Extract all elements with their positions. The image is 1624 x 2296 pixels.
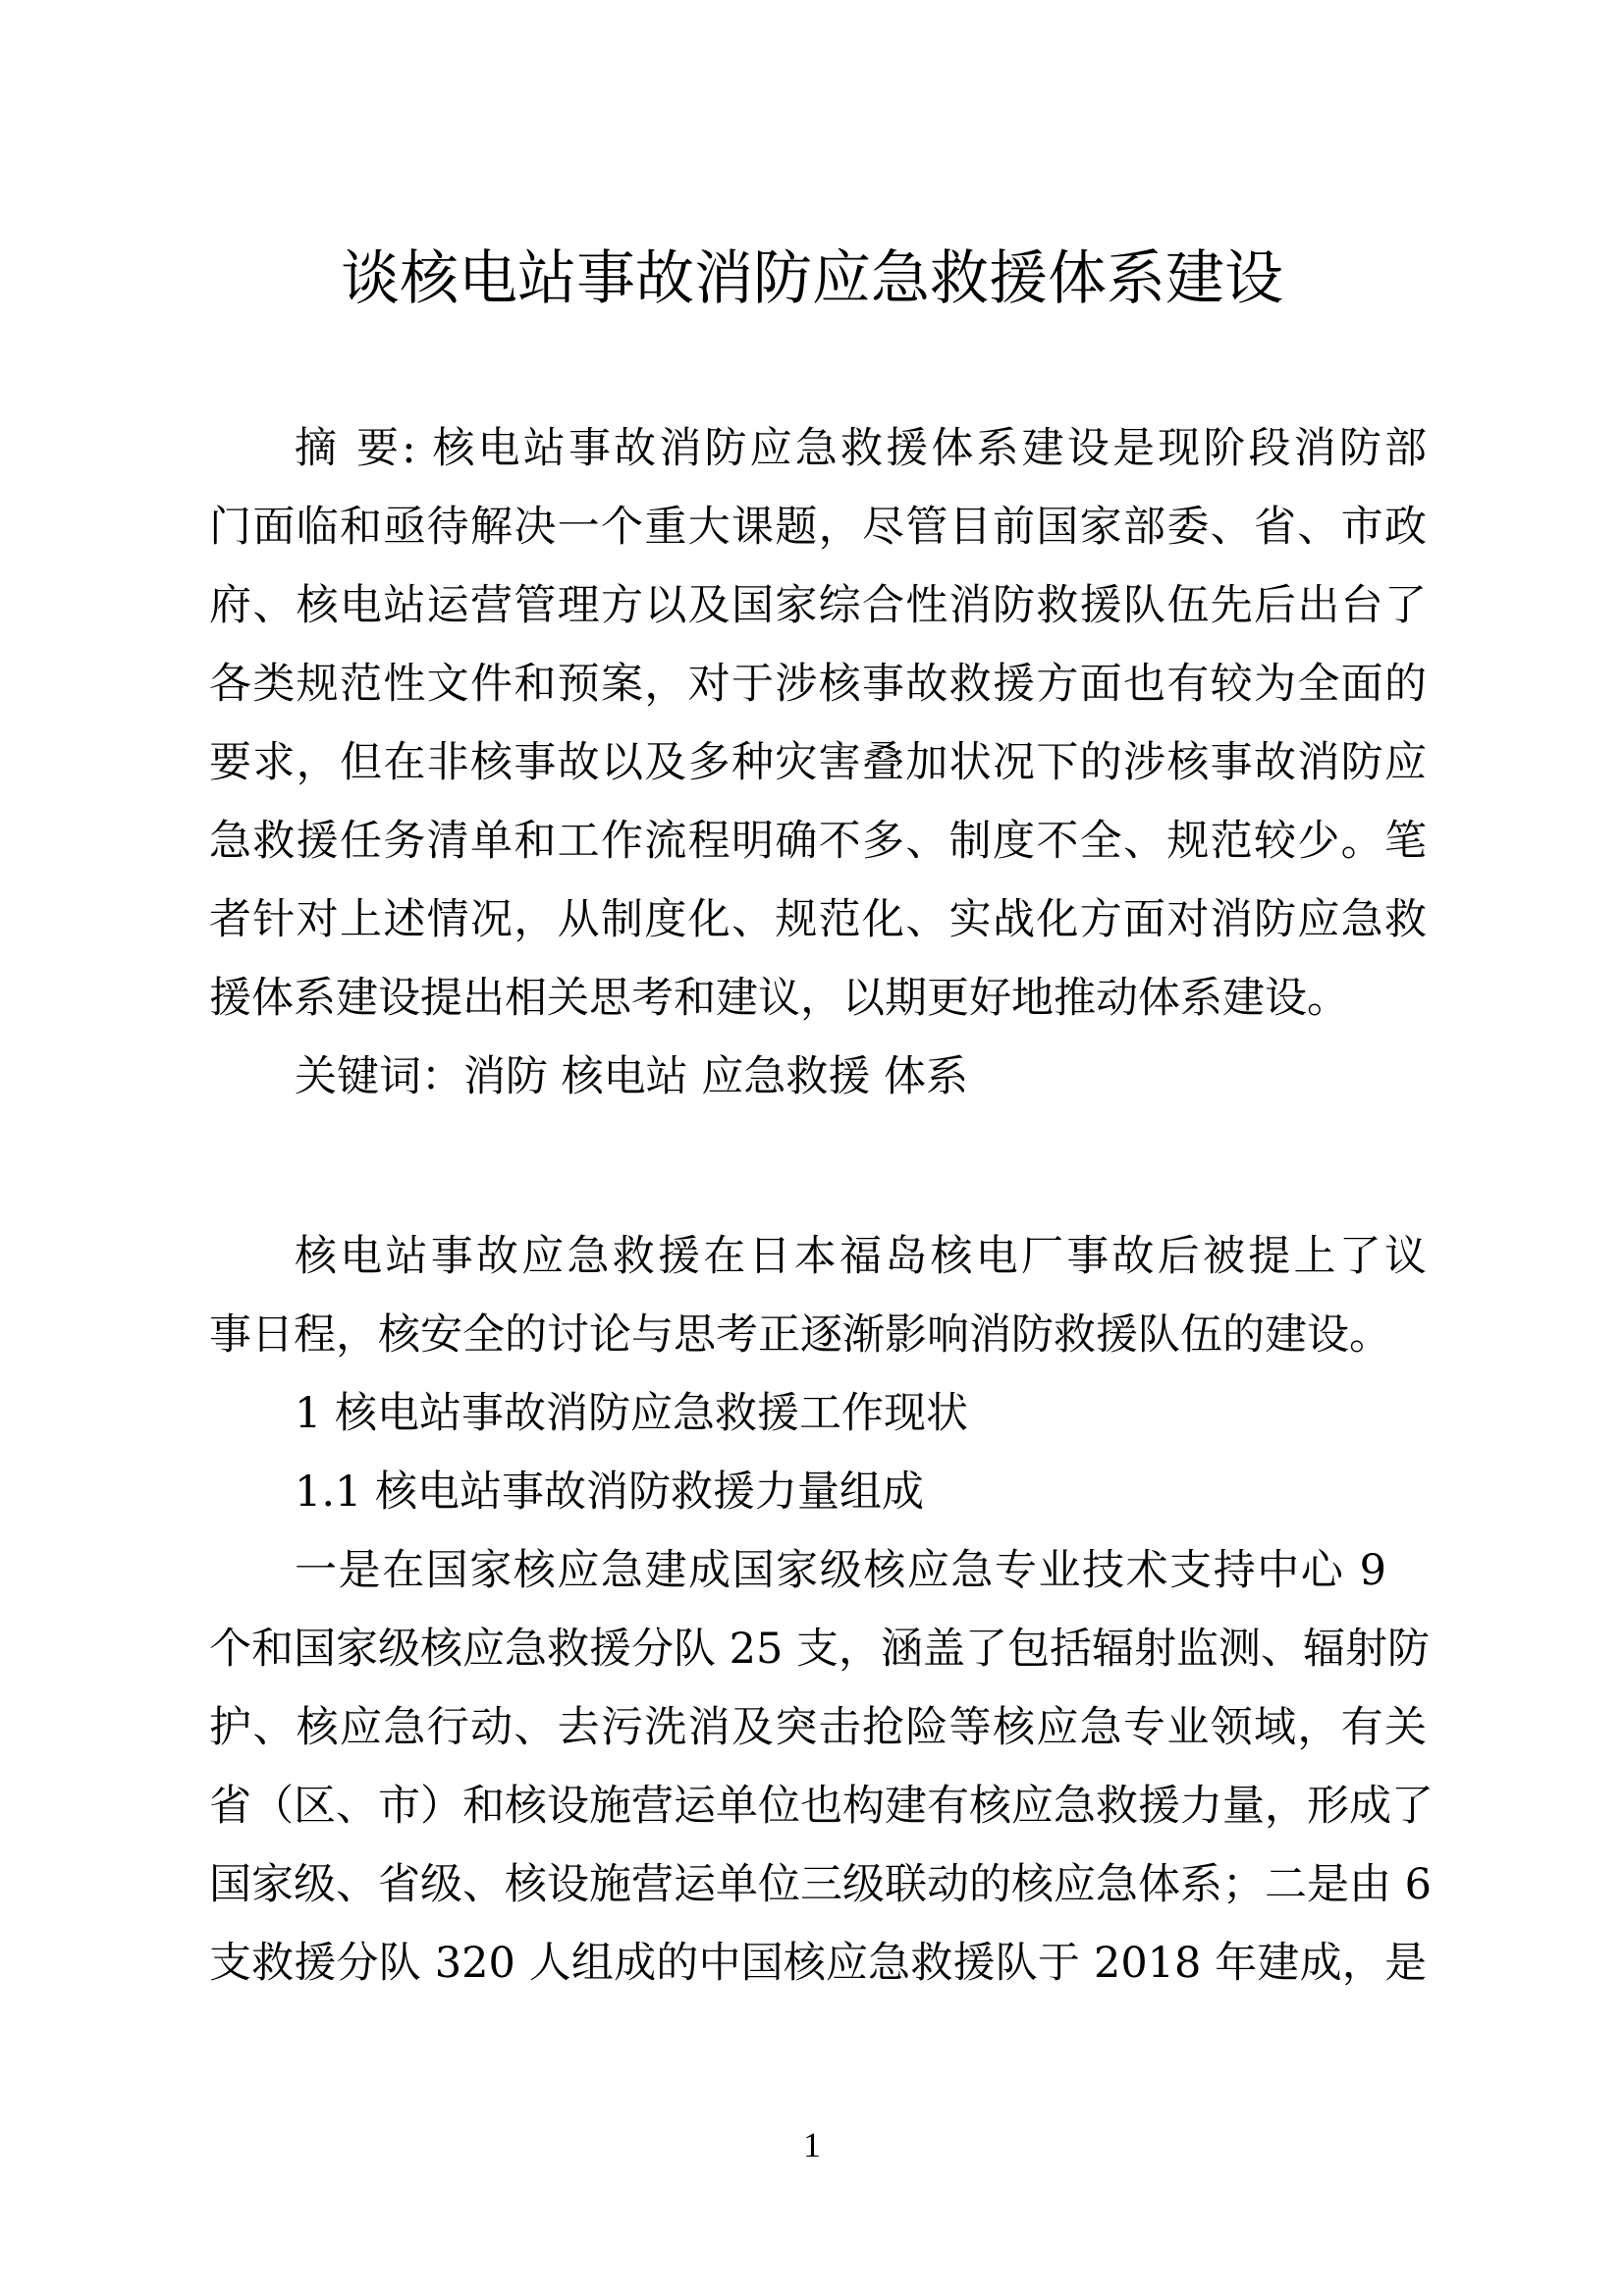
keywords-line: 关键词：消防 核电站 应急救援 体系 <box>295 1052 969 1101</box>
abstract-line: 急救援任务清单和工作流程明确不多、制度不全、规范较少。笔 <box>209 817 1427 866</box>
abstract-line: 各类规范性文件和预案，对于涉核事故救援方面也有较为全面的 <box>209 660 1427 709</box>
subsection-heading: 1.1 核电站事故消防救援力量组成 <box>295 1468 925 1517</box>
abstract-line: 者针对上述情况，从制度化、规范化、实战化方面对消防应急救 <box>209 895 1427 944</box>
page-number: 1 <box>803 2125 821 2164</box>
body-line: 核电站事故应急救援在日本福岛核电厂事故后被提上了议 <box>295 1232 1427 1281</box>
abstract-line: 援体系建设提出相关思考和建议，以期更好地推动体系建设。 <box>209 974 1349 1023</box>
body-line: 支救援分队 320 人组成的中国核应急救援队于 2018 年建成，是 <box>209 1939 1427 1988</box>
abstract-line: 门面临和亟待解决一个重大课题，尽管目前国家部委、省、市政 <box>209 503 1427 552</box>
abstract-line: 要求，但在非核事故以及多种灾害叠加状况下的涉核事故消防应 <box>209 738 1427 787</box>
abstract-line: 摘 要: 核电站事故消防应急救援体系建设是现阶段消防部 <box>295 424 1427 473</box>
body-line: 个和国家级核应急救援分队 25 支，涵盖了包括辐射监测、辐射防 <box>209 1625 1431 1674</box>
section-heading: 1 核电站事故消防应急救援工作现状 <box>295 1389 969 1438</box>
body-line: 省（区、市）和核设施营运单位也构建有核应急救援力量，形成了 <box>209 1782 1434 1831</box>
document-title: 谈核电站事故消防应急救援体系建设 <box>341 244 1283 313</box>
body-line: 国家级、省级、核设施营运单位三级联动的核应急体系；二是由 6 <box>209 1860 1433 1909</box>
body-line: 事日程，核安全的讨论与思考正逐渐影响消防救援队伍的建设。 <box>209 1310 1391 1360</box>
body-line: 一是在国家核应急建成国家级核应急专业技术支持中心 9 <box>295 1546 1386 1595</box>
body-line: 护、核应急行动、去污洗消及突击抢险等核应急专业领域，有关 <box>209 1703 1427 1752</box>
abstract-line: 府、核电站运营管理方以及国家综合性消防救援队伍先后出台了 <box>209 581 1427 630</box>
